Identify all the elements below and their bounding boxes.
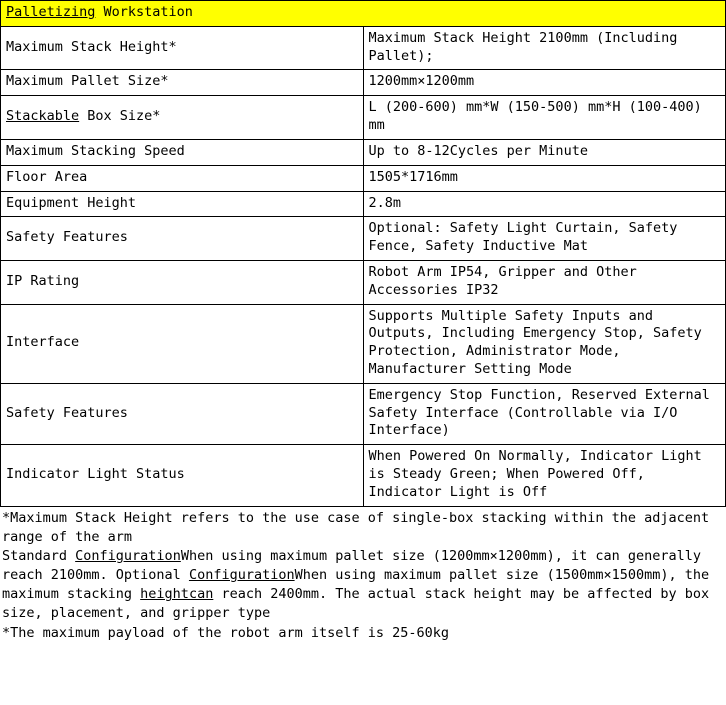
page-title-rest: Workstation [95,4,193,20]
row-value: Maximum Stack Height 2100mm (Including Pallet); [363,26,726,70]
row-value: Optional: Safety Light Curtain, Safety Fence, Safety Inductive Mat [363,217,726,261]
table-row [1,191,726,217]
table-row [1,217,726,261]
table-row [1,96,726,140]
row-value: L (200-600) mm*W (150-500) mm*H (100-400) mm [363,96,726,140]
row-value: 1200mm×1200mm [363,70,726,96]
row-label: Indicator Light Status [1,445,364,506]
table-row [1,139,726,165]
row-value: 1505*1716mm [363,165,726,191]
row-label: Maximum Pallet Size* [1,70,364,96]
row-label: Interface [1,304,364,383]
footnote-config-underline-2: Configuration [188,567,295,584]
row-value: 2.8m [363,191,726,217]
page-title [1,1,726,27]
row-label: Floor Area [1,165,364,191]
table-row [1,383,726,444]
row-label [1,96,364,140]
row-label: Maximum Stack Height* [1,26,364,70]
table-row [1,26,726,70]
table-row [1,165,726,191]
row-value: Supports Multiple Safety Inputs and Outputs, Including Emergency Stop, Safety Protection, Administrator Mode, Manufacturer Setting Mode [363,304,726,383]
row-label: Safety Features [1,217,364,261]
footnote-config-part-a: Standard [2,548,76,564]
row-label: IP Rating [1,260,364,304]
row-label: Maximum Stacking Speed [1,139,364,165]
footnote-payload: *The maximum payload of the robot arm itself is 25-60kg [2,624,450,641]
table-body [1,1,726,507]
row-value: When Powered On Normally, Indicator Light is Steady Green; When Powered Off, Indicator Light is Off [363,445,726,506]
row-label: Safety Features [1,383,364,444]
table-row [1,445,726,506]
row-label-underlined: Stackable [6,108,80,125]
row-label-rest: Box Size* [79,108,161,125]
footnote-config-underline-1: Configuration [75,548,181,564]
footnote-configuration [2,547,722,624]
table-row [1,70,726,96]
page-title-underlined: Palletizing [6,4,96,20]
row-label: Equipment Height [1,191,364,217]
table-title-row [1,1,726,27]
row-value: Up to 8-12Cycles per Minute [363,139,726,165]
footnotes [0,507,726,643]
table-row [1,304,726,383]
footnote-config-part-c: When using maximum pallet size (1500mm×1500mm), the maximum stacking [2,567,710,603]
table-row [1,260,726,304]
footnote-stack-height: *Maximum Stack Height refers to the use case of single-box stacking within the adjacent range of the arm [2,509,710,545]
footnote-config-underline-3: heightcan [140,586,214,603]
footnote-config-part-b: When using maximum pallet size (1200mm×1200mm), it can generally reach 2100mm. Optional [2,548,701,584]
footnote-config-part-d: reach 2400mm. The actual stack height may be affected by box size, placement, and gripper type [2,586,710,622]
row-value: Robot Arm IP54, Gripper and Other Accessories IP32 [363,260,726,304]
row-value: Emergency Stop Function, Reserved External Safety Interface (Controllable via I/O Interface) [363,383,726,444]
